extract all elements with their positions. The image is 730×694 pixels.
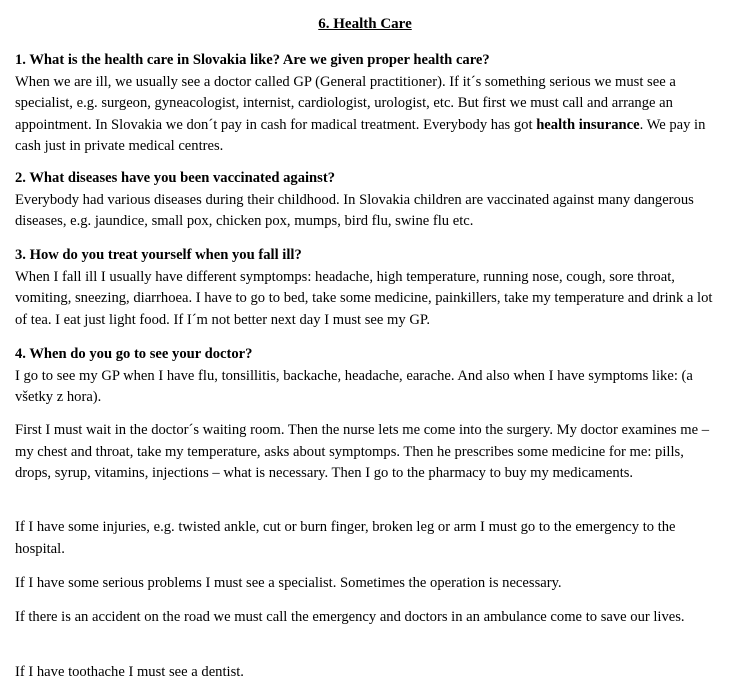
section-2 — [15, 168, 715, 233]
paragraph-doctor-visit: First I must wait in the doctor´s waiting room. Then the nurse lets me come into the surgery. My doctor examines me – my chest and throat, take my temperature, asks about symptomps. Then he prescribes some medicine for me: pills, drops, syrup, vitamins, injections – what is necessary. Then I go to the pharmacy to buy my medicaments. — [15, 422, 710, 482]
paragraph-accident: If there is an accident on the road we must call the emergency and doctors in an ambulance come to save our lives. — [15, 609, 685, 625]
section-4 — [15, 344, 715, 409]
answer-4: I go to see my GP when I have flu, tonsillitis, backache, headache, earache. And also when I have symptoms like: (a všetky z hora). — [15, 367, 693, 406]
question-2: 2. What diseases have you been vaccinated against? — [15, 170, 336, 186]
paragraph-serious-problems: If I have some serious problems I must see a specialist. Sometimes the operation is necessary. — [15, 575, 562, 591]
section-3 — [15, 245, 715, 331]
answer-2: Everybody had various diseases during their childhood. In Slovakia children are vaccinated against many dangerous diseases, e.g. jaundice, small pox, chicken pox, mumps, bird flu, swine flu etc. — [15, 191, 694, 230]
question-3: 3. How do you treat yourself when you fall ill? — [15, 247, 302, 263]
paragraph-injuries: If I have some injuries, e.g. twisted ankle, cut or burn finger, broken leg or arm I must go to the emergency to the hospital. — [15, 519, 676, 557]
answer-3: When I fall ill I usually have different symptomps: headache, high temperature, running nose, cough, sore throat, vomiting, sneezing, diarrhoea. I have to go to bed, take some medicine, painkillers, take my temperature and drink a lot of tea. I eat just light food. If I´m not better next day I must see my GP. — [15, 268, 713, 328]
document-title: 6. Health Care — [318, 16, 412, 32]
paragraph-toothache: If I have toothache I must see a dentist. — [15, 664, 244, 680]
section-1 — [15, 50, 715, 158]
answer-1: When we are ill, we usually see a doctor called GP (General practitioner). If it´s something serious we must see a specialist, e.g. surgeon, gyneacologist, internist, cardiologist, urologist, etc. But first we must call and arrange an appointment. In Slovakia we don´t pay in cash for madical treatment. Everybody has got health insurance. We pay in cash just in private medical centres. — [15, 73, 706, 155]
question-1: 1. What is the health care in Slovakia like? Are we given proper health care? — [15, 52, 490, 68]
health-insurance-term: health insurance — [536, 116, 640, 133]
question-4: 4. When do you go to see your doctor? — [15, 346, 253, 362]
